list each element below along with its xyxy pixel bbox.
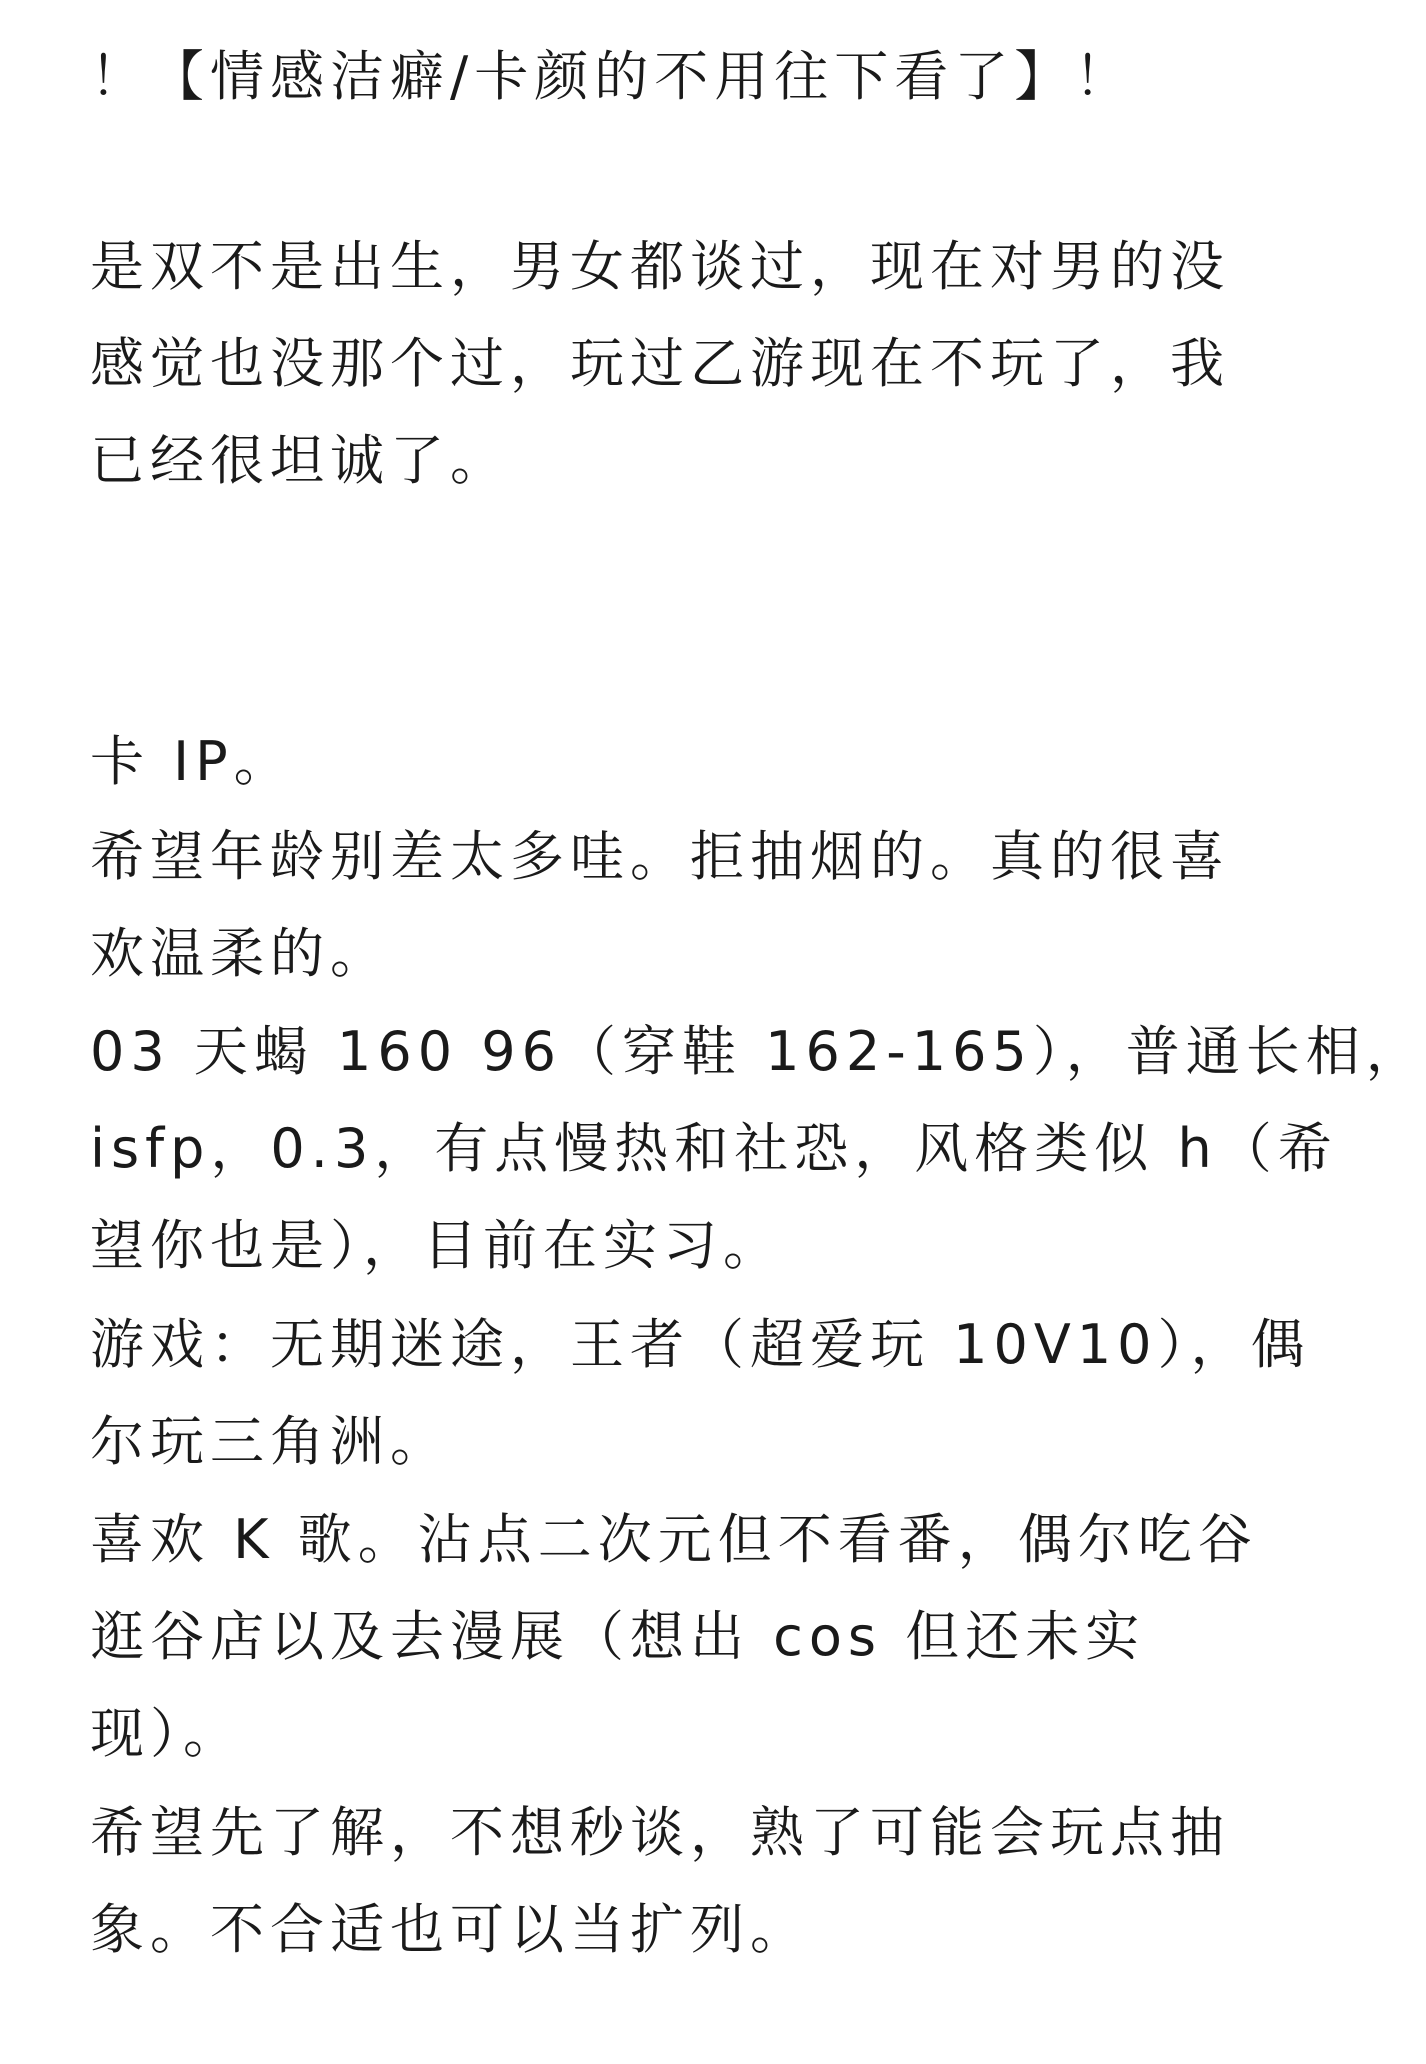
- text-line: 喜欢 K 歌。沾点二次元但不看番，偶尔吃谷: [90, 1508, 1258, 1571]
- text-line: 逛谷店以及去漫展（想出 cos 但还未实: [90, 1605, 1146, 1668]
- text-line: 欢温柔的。: [90, 922, 390, 985]
- text-line: 尔玩三角洲。: [90, 1410, 450, 1473]
- text-line: 游戏：无期迷途，王者（超爱玩 10V10），偶: [90, 1313, 1311, 1376]
- text-line: 望你也是），目前在实习。: [90, 1214, 783, 1277]
- text-line: 是双不是出生，男女都谈过，现在对男的没: [90, 235, 1230, 298]
- text-line: 已经很坦诚了。: [90, 429, 510, 492]
- text-line: ！【情感洁癖/卡颜的不用往下看了】！: [90, 45, 1135, 108]
- expectation-paragraph: [90, 1784, 1230, 1978]
- text-line: 现）。: [90, 1702, 243, 1765]
- hobbies-paragraph: [90, 1491, 1258, 1782]
- text-line: 希望年龄别差太多哇。拒抽烟的。真的很喜: [90, 825, 1230, 888]
- preference-paragraph: [90, 808, 1230, 1002]
- text-line: 感觉也没那个过，玩过乙游现在不玩了，我: [90, 332, 1230, 395]
- text-line: 卡 IP。: [90, 730, 294, 793]
- profile-paragraph: [90, 1003, 1426, 1294]
- text-line: 象。不合适也可以当扩列。: [90, 1898, 810, 1961]
- orientation-paragraph: [90, 218, 1230, 509]
- text-line: 希望先了解，不想秒谈，熟了可能会玩点抽: [90, 1801, 1230, 1864]
- games-paragraph: [90, 1296, 1311, 1490]
- text-line: 03 天蝎 160 96（穿鞋 162-165），普通长相，: [90, 1020, 1426, 1083]
- warning-paragraph: [90, 28, 1170, 125]
- ip-paragraph: [90, 713, 1170, 810]
- text-line: isfp，0.3，有点慢热和社恐，风格类似 h（希: [90, 1117, 1338, 1180]
